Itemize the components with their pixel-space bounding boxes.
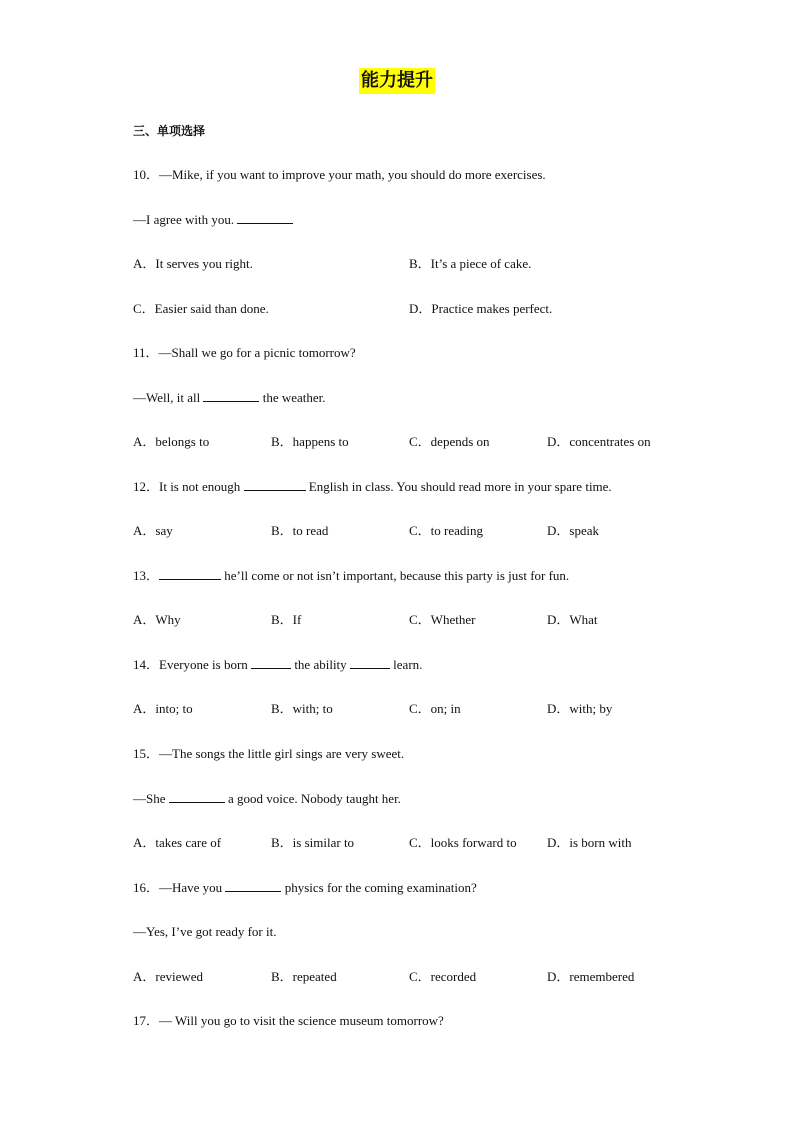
q13-option-a: A．Why [133, 612, 181, 627]
q16-stem-post: physics for the coming examination? [281, 880, 477, 895]
q16-option-d: D．remembered [547, 969, 635, 984]
answer-blank[interactable] [169, 790, 225, 803]
q11-option-c: C．depends on [409, 434, 490, 449]
q11-option-b: B．happens to [271, 434, 349, 449]
q13-stem-post: he’ll come or not isn’t important, because this party is just for fun. [221, 568, 570, 583]
q12-stem-pre: 12．It is not enough [133, 479, 244, 494]
q15-option-a: A．takes care of [133, 835, 222, 850]
q16-stem [133, 879, 477, 897]
q13-option-b: B．If [271, 612, 302, 627]
q11-option-d: D．concentrates on [547, 434, 651, 449]
q10-option-b: B．It’s a piece of cake. [409, 256, 532, 271]
q15-reply [133, 790, 401, 808]
q11-reply [133, 389, 326, 407]
q14-stem-mid: the ability [291, 657, 350, 672]
answer-blank[interactable] [237, 211, 293, 224]
q13-option-c: C．Whether [409, 612, 476, 627]
q10-option-a: A．It serves you right. [133, 256, 253, 271]
q16-stem-pre: 16．—Have you [133, 880, 226, 895]
q10-reply-text: —I agree with you. [133, 212, 238, 227]
q12-stem [133, 478, 612, 496]
q12-option-c: C．to reading [409, 523, 484, 538]
answer-blank[interactable] [225, 879, 281, 892]
q11-reply-pre: —Well, it all [133, 390, 204, 405]
q16-option-b: B．repeated [271, 969, 337, 984]
q15-option-c: C．looks forward to [409, 835, 517, 850]
answer-blank[interactable] [203, 389, 259, 402]
title-wrap [0, 68, 794, 94]
q14-stem-pre: 14．Everyone is born [133, 657, 252, 672]
answer-blank[interactable] [159, 567, 221, 580]
answer-blank[interactable] [350, 656, 390, 669]
q10-stem: 10．—Mike, if you want to improve your math, you should do more exercises. [133, 167, 546, 182]
q15-stem: 15．—The songs the little girl sings are very sweet. [133, 746, 405, 761]
q12-option-a: A．say [133, 523, 173, 538]
q12-stem-post: English in class. You should read more in your spare time. [305, 479, 612, 494]
q12-option-b: B．to read [271, 523, 329, 538]
q16-option-a: A．reviewed [133, 969, 204, 984]
q13-option-d: D．What [547, 612, 598, 627]
q16-option-c: C．recorded [409, 969, 477, 984]
q14-stem [133, 656, 422, 674]
q13-stem [133, 567, 569, 585]
q11-reply-post: the weather. [259, 390, 326, 405]
q15-reply-pre: —She [133, 791, 169, 806]
page-title: 能力提升 [359, 68, 435, 94]
q10-option-c: C．Easier said than done. [133, 301, 269, 316]
q12-option-d: D．speak [547, 523, 599, 538]
q14-option-d: D．with; by [547, 701, 613, 716]
q16-reply: —Yes, I’ve got ready for it. [133, 924, 277, 939]
q11-stem: 11．—Shall we go for a picnic tomorrow? [133, 345, 356, 360]
answer-blank[interactable] [244, 478, 306, 491]
q14-option-c: C．on; in [409, 701, 461, 716]
q14-option-b: B．with; to [271, 701, 333, 716]
q14-option-a: A．into; to [133, 701, 193, 716]
q14-stem-post: learn. [389, 657, 423, 672]
q10-option-d: D．Practice makes perfect. [409, 301, 553, 316]
q10-reply [133, 211, 293, 229]
q13-stem-pre: 13． [133, 568, 160, 583]
section-heading: 三、单项选择 [133, 124, 206, 138]
q15-option-d: D．is born with [547, 835, 632, 850]
q11-option-a: A．belongs to [133, 434, 210, 449]
q15-option-b: B．is similar to [271, 835, 355, 850]
answer-blank[interactable] [251, 656, 291, 669]
q17-stem: 17．— Will you go to visit the science museum tomorrow? [133, 1013, 444, 1028]
q15-reply-post: a good voice. Nobody taught her. [224, 791, 401, 806]
